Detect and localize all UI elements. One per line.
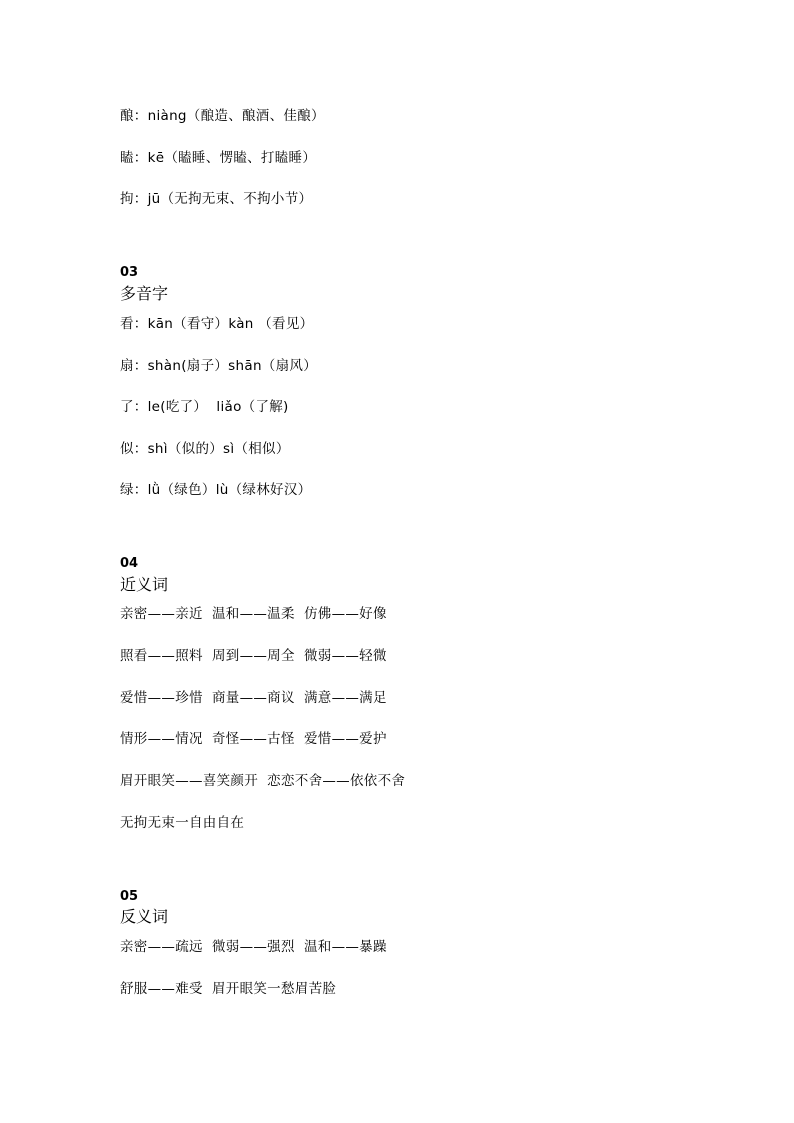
antonym-line-1: 亲密——疏远 微弱——强烈 温和——暴躁 (120, 939, 387, 955)
synonym-line-2: 照看——照料 周到——周全 微弱——轻微 (120, 648, 387, 664)
pronunciation-line-2: 瞌：kē（瞌睡、愣瞌、打瞌睡） (120, 150, 317, 166)
antonym-line-2: 舒服——难受 眉开眼笑一愁眉苦脸 (120, 981, 337, 997)
section-number-05: 05 (120, 889, 139, 904)
polyphonic-line-1: 看：kān（看守）kàn （看见） (120, 316, 314, 332)
polyphonic-line-5: 绿：lǜ（绿色）lù（绿林好汉） (120, 482, 312, 498)
polyphonic-line-3: 了：le(吃了） liǎo（了解) (120, 399, 289, 415)
section-number-03: 03 (120, 265, 139, 280)
polyphonic-line-4: 似：shì（似的）sì（相似） (120, 441, 290, 457)
section-title-synonyms: 近义词 (120, 575, 169, 594)
pronunciation-line-3: 拘：jū（无拘无束、不拘小节） (120, 191, 313, 207)
section-title-polyphonic: 多音字 (120, 284, 169, 303)
synonym-line-6: 无拘无束一自由自在 (120, 815, 245, 831)
pronunciation-line-1: 酿：niàng（酿造、酿酒、佳酿） (120, 108, 325, 124)
section-title-antonyms: 反义词 (120, 907, 169, 926)
synonym-line-5: 眉开眼笑——喜笑颜开 恋恋不舍——依依不舍 (120, 773, 406, 789)
synonym-line-4: 情形——情况 奇怪——古怪 爱惜——爱护 (120, 731, 387, 747)
polyphonic-line-2: 扇：shàn(扇子）shān（扇风） (120, 358, 318, 374)
section-number-04: 04 (120, 556, 139, 571)
synonym-line-3: 爱惜——珍惜 商量——商议 满意——满足 (120, 690, 387, 706)
synonym-line-1: 亲密——亲近 温和——温柔 仿佛——好像 (120, 606, 387, 622)
